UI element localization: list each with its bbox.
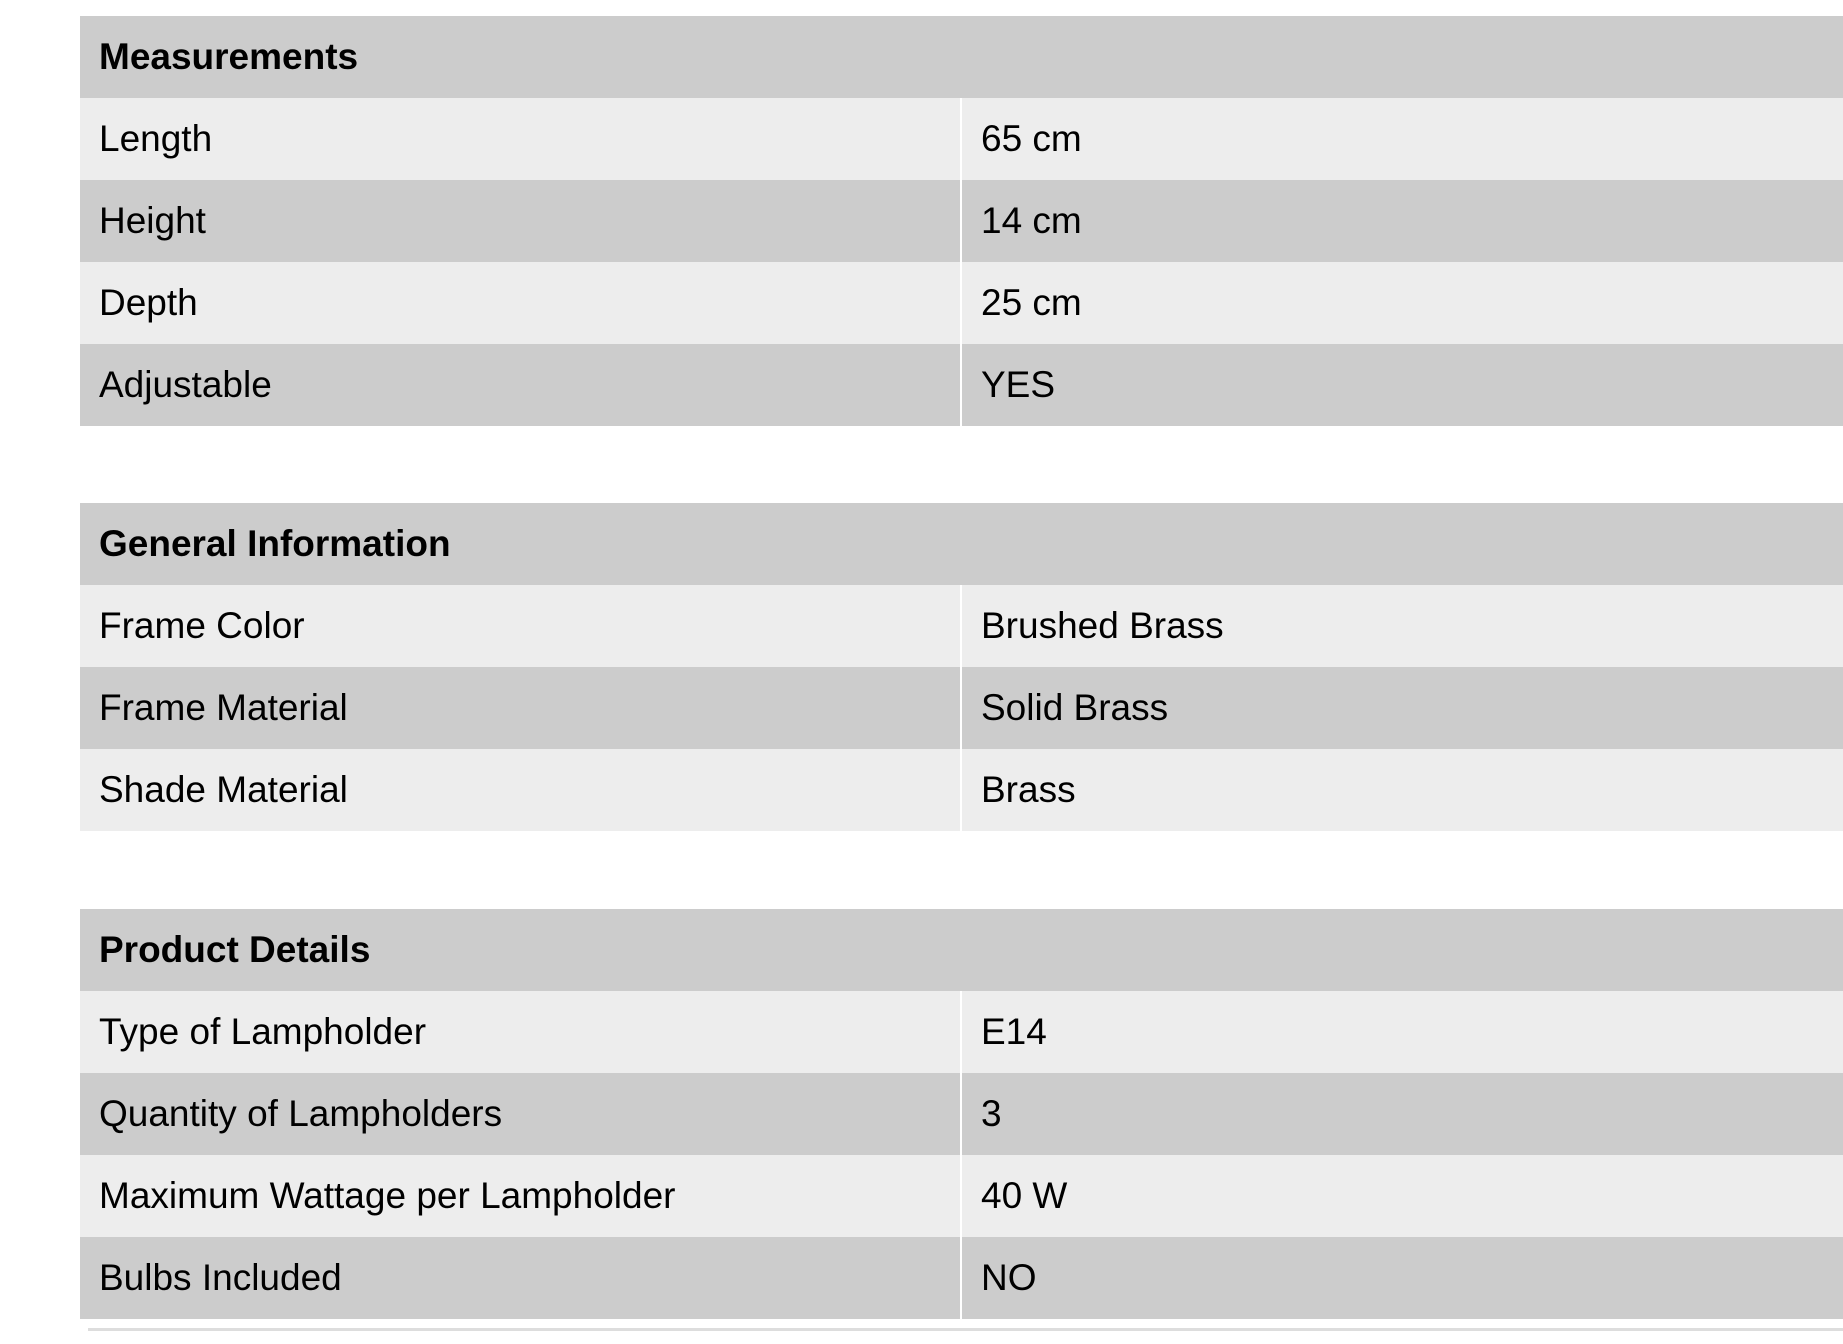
table-row <box>80 1155 1843 1237</box>
row-label: Type of Lampholder <box>99 1011 427 1052</box>
row-label: Length <box>99 118 213 159</box>
row-value: Brushed Brass <box>960 585 1843 667</box>
table-row <box>80 749 1843 831</box>
section-header: Measurements <box>80 16 1843 98</box>
table-row <box>80 1073 1843 1155</box>
row-label: Shade Material <box>99 769 348 810</box>
table-row <box>80 585 1843 667</box>
row-value: 65 cm <box>960 98 1843 180</box>
row-value: 14 cm <box>960 180 1843 262</box>
row-label: Quantity of Lampholders <box>99 1093 503 1134</box>
table-body <box>80 585 1843 831</box>
row-value: YES <box>960 344 1843 426</box>
section-header: General Information <box>80 503 1843 585</box>
row-label: Maximum Wattage per Lampholder <box>99 1175 676 1216</box>
row-label: Frame Color <box>99 605 305 646</box>
row-value: 25 cm <box>960 262 1843 344</box>
section-header: Product Details <box>80 909 1843 991</box>
row-value: E14 <box>960 991 1843 1073</box>
row-label: Bulbs Included <box>99 1257 342 1298</box>
row-label: Height <box>99 200 206 241</box>
product-details-table <box>80 909 1843 1319</box>
table-row <box>80 1237 1843 1319</box>
row-value: Brass <box>960 749 1843 831</box>
row-label: Depth <box>99 282 198 323</box>
row-label: Frame Material <box>99 687 348 728</box>
table-row <box>80 344 1843 426</box>
measurements-table <box>80 16 1843 426</box>
table-row <box>80 667 1843 749</box>
table-body <box>80 98 1843 426</box>
table-row <box>80 98 1843 180</box>
row-value: 40 W <box>960 1155 1843 1237</box>
table-row <box>80 262 1843 344</box>
table-row <box>80 180 1843 262</box>
row-label: Adjustable <box>99 364 272 405</box>
general-information-table <box>80 503 1843 831</box>
table-body <box>80 991 1843 1319</box>
row-value: NO <box>960 1237 1843 1319</box>
bottom-divider <box>88 1328 1843 1331</box>
table-row <box>80 991 1843 1073</box>
row-value: 3 <box>960 1073 1843 1155</box>
row-value: Solid Brass <box>960 667 1843 749</box>
